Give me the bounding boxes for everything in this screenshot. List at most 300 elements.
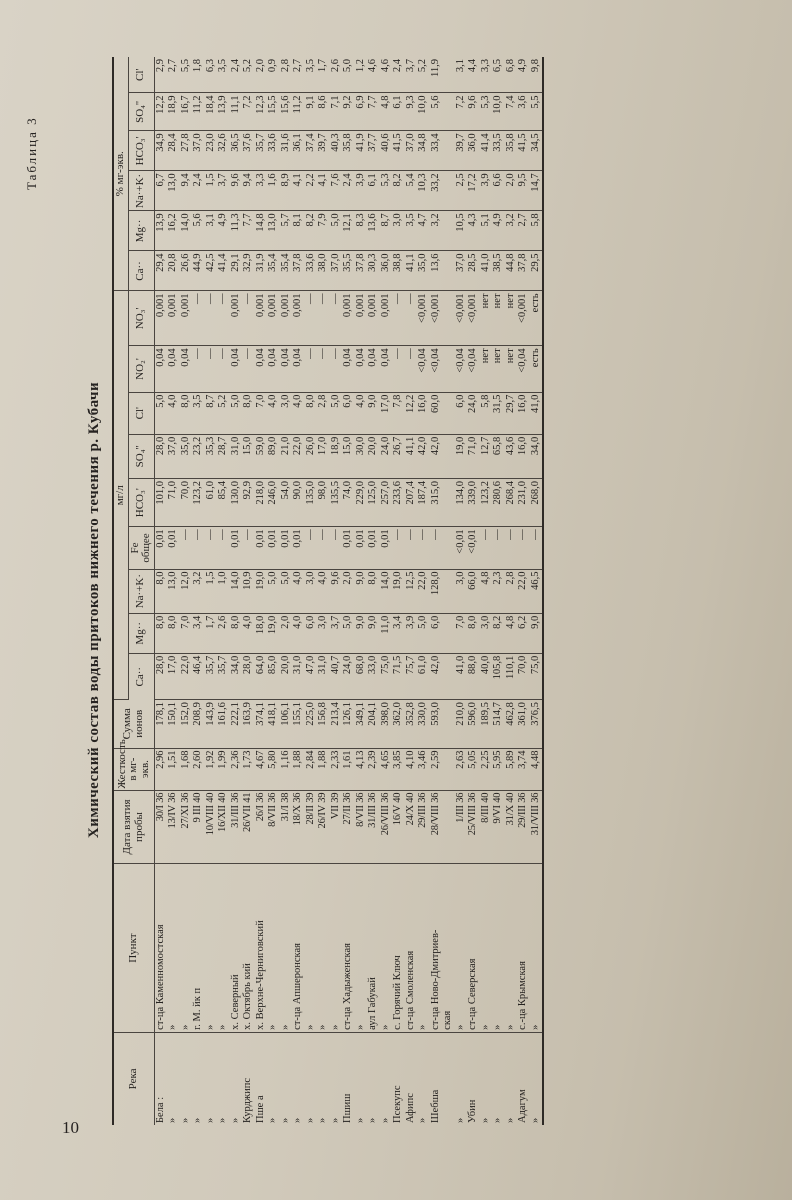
cell-no3: — xyxy=(192,291,205,346)
cell-cl-pct: 3,5 xyxy=(305,57,318,93)
cell-point: » xyxy=(530,864,544,1032)
cell-point: » xyxy=(280,864,293,1032)
cell-no2 xyxy=(442,346,455,392)
cell-hco3: 231,0 xyxy=(517,478,530,526)
cell-no3: 0,001 xyxy=(280,291,293,346)
cell-point: ст-ца Ново-Дмитриев- xyxy=(430,864,443,1032)
cell-cl-pct: 3,7 xyxy=(405,57,418,93)
cell-mg: 6,2 xyxy=(517,613,530,653)
cell-na-k-pct: 9,4 xyxy=(242,171,255,211)
cell-so4: 71,0 xyxy=(467,434,480,478)
cell-mg-pct: 12,1 xyxy=(342,211,355,251)
cell-ion-sum: 152,0 xyxy=(180,700,193,748)
cell-hardness: 1,92 xyxy=(205,748,218,790)
cell-na-k-pct xyxy=(442,171,455,211)
cell-no2: 0,04 xyxy=(380,346,393,392)
cell-point: » xyxy=(417,864,430,1032)
cell-ca: 75,0 xyxy=(380,653,393,699)
cell-cl: 5,8 xyxy=(480,392,493,434)
cell-no3: 0,001 xyxy=(267,291,280,346)
cell-na-k: 5,0 xyxy=(280,569,293,613)
cell-ca: 61,0 xyxy=(417,653,430,699)
cell-ion-sum: 143,9 xyxy=(205,700,218,748)
cell-no2: — xyxy=(305,346,318,392)
cell-ca: 47,0 xyxy=(305,653,318,699)
cell-cl: 4,0 xyxy=(267,392,280,434)
cell-no2: <0,04 xyxy=(430,346,443,392)
cell-mg: 4,0 xyxy=(292,613,305,653)
cell-mg: 9,0 xyxy=(530,613,544,653)
cell-no3: нет xyxy=(480,291,493,346)
header-ion-sum: Сумма ионов xyxy=(113,700,154,748)
cell-river: Курджипс xyxy=(242,1077,254,1123)
cell-ca: 42,0 xyxy=(430,653,443,699)
cell-na-k-pct: 9,5 xyxy=(517,171,530,211)
header-date: Дата взятия пробы xyxy=(113,790,154,864)
cell-date: 28/VIII 36 xyxy=(430,790,443,864)
cell-cl-pct: 2,7 xyxy=(292,57,305,93)
cell-ca: 40,0 xyxy=(480,653,493,699)
cell-mg: 8,0 xyxy=(467,613,480,653)
cell-so4-pct: 9,3 xyxy=(405,93,418,131)
cell-na-k: 9,0 xyxy=(355,569,368,613)
cell-na-k: 19,0 xyxy=(392,569,405,613)
cell-no3: 0,001 xyxy=(342,291,355,346)
cell-hco3: 123,2 xyxy=(480,478,493,526)
cell-so4-pct: 7,7 xyxy=(367,93,380,131)
table-row xyxy=(242,57,255,1125)
cell-hco3-pct: 33,5 xyxy=(492,131,505,171)
cell-date: 26/VII 41 xyxy=(242,790,255,864)
cell-cl-pct: 5,0 xyxy=(342,57,355,93)
cell-so4: 26,7 xyxy=(392,434,405,478)
cell-no2: — xyxy=(405,346,418,392)
table-body xyxy=(154,57,543,1125)
cell-hco3: 74,0 xyxy=(342,478,355,526)
cell-no2: — xyxy=(242,346,255,392)
cell-hardness: 5,05 xyxy=(467,748,480,790)
header-hco3: HCO₃' xyxy=(128,478,154,526)
cell-na-k-pct: 2,4 xyxy=(342,171,355,211)
cell-mg-pct: 8,2 xyxy=(305,211,318,251)
cell-mg-pct: 4,7 xyxy=(417,211,430,251)
cell-ca: 64,0 xyxy=(255,653,268,699)
table-row xyxy=(292,57,305,1125)
cell-hardness: 1,51 xyxy=(167,748,180,790)
cell-na-k-pct: 2,2 xyxy=(305,171,318,211)
cell-cl-pct: 2,4 xyxy=(392,57,405,93)
cell-mg-pct: 14,8 xyxy=(255,211,268,251)
cell-cl: 60,0 xyxy=(430,392,443,434)
cell-ion-sum: 155,1 xyxy=(292,700,305,748)
header-hco3-pct: HCO₃' xyxy=(128,131,154,171)
cell-no2: 0,04 xyxy=(154,346,167,392)
cell-ion-sum: 376,5 xyxy=(530,700,544,748)
cell-ion-sum: 163,9 xyxy=(242,700,255,748)
cell-ca: 33,0 xyxy=(367,653,380,699)
cell-mg: 7,0 xyxy=(455,613,468,653)
cell-date: 8/VII 36 xyxy=(267,790,280,864)
table-row xyxy=(255,57,268,1125)
cell-hardness: 2,25 xyxy=(480,748,493,790)
cell-hardness: 1,68 xyxy=(180,748,193,790)
cell-hco3-pct: 41,5 xyxy=(392,131,405,171)
cell-no3: 0,001 xyxy=(180,291,193,346)
cell-hco3: 233,6 xyxy=(392,478,405,526)
cell-ca-pct: 20,8 xyxy=(167,251,180,291)
cell-river: » xyxy=(417,1117,429,1123)
cell-mg-pct: 5,1 xyxy=(480,211,493,251)
cell-na-k: 2,0 xyxy=(342,569,355,613)
cell-cl: 6,0 xyxy=(455,392,468,434)
cell-mg: 3,0 xyxy=(480,613,493,653)
cell-ion-sum: 593,0 xyxy=(430,700,443,748)
cell-cl-pct: 5,5 xyxy=(180,57,193,93)
cell-hco3-pct: 28,4 xyxy=(167,131,180,171)
cell-fe: 0,01 xyxy=(355,527,368,569)
table-row xyxy=(154,57,167,1125)
cell-ca: 88,0 xyxy=(467,653,480,699)
cell-ion-sum: 362,0 xyxy=(392,700,405,748)
cell-fe: <0,01 xyxy=(455,527,468,569)
cell-cl: 17,0 xyxy=(380,392,393,434)
header-so4: SO₄'' xyxy=(128,434,154,478)
cell-ion-sum: 126,1 xyxy=(342,700,355,748)
cell-mg: 2,6 xyxy=(217,613,230,653)
cell-cl-pct: 6,8 xyxy=(505,57,518,93)
cell-so4: 34,0 xyxy=(530,434,544,478)
cell-na-k: 14,0 xyxy=(380,569,393,613)
cell-no3: 0,001 xyxy=(154,291,167,346)
cell-no3: <0,001 xyxy=(430,291,443,346)
table-row xyxy=(330,57,343,1125)
cell-fe: 0,01 xyxy=(255,527,268,569)
cell-river: » xyxy=(530,1032,544,1125)
cell-hco3-pct xyxy=(442,131,455,171)
cell-ion-sum: 361,0 xyxy=(517,700,530,748)
cell-cl-pct: 2,9 xyxy=(154,57,167,93)
cell-no2: 0,04 xyxy=(255,346,268,392)
cell-hco3-pct: 40,3 xyxy=(330,131,343,171)
cell-date: 31/III 36 xyxy=(367,790,380,864)
cell-mg-pct: 5,6 xyxy=(192,211,205,251)
cell-no3: — xyxy=(205,291,218,346)
cell-cl-pct: 2,8 xyxy=(280,57,293,93)
cell-no3: — xyxy=(330,291,343,346)
cell-point: ская xyxy=(442,864,455,1032)
cell-cl-pct: 4,9 xyxy=(517,57,530,93)
cell-no2: <0,04 xyxy=(417,346,430,392)
cell-na-k: 8,0 xyxy=(154,569,167,613)
cell-hardness: 2,84 xyxy=(305,748,318,790)
cell-no3: — xyxy=(305,291,318,346)
cell-no2: 0,04 xyxy=(292,346,305,392)
cell-river: » xyxy=(267,1117,279,1123)
cell-na-k-pct: 7,6 xyxy=(330,171,343,211)
cell-ca-pct: 38,5 xyxy=(492,251,505,291)
header-hardness: Жесткость, в мг-экв. xyxy=(113,748,154,790)
cell-no3: 0,001 xyxy=(255,291,268,346)
cell-hco3-pct: 39,7 xyxy=(455,131,468,171)
cell-no3: 0,001 xyxy=(367,291,380,346)
cell-hco3: 85,4 xyxy=(217,478,230,526)
cell-point: » xyxy=(380,864,393,1032)
cell-no3: — xyxy=(242,291,255,346)
header-ca-pct: Ca·· xyxy=(128,251,154,291)
cell-mg: 3,0 xyxy=(317,613,330,653)
cell-mg: 3,4 xyxy=(192,613,205,653)
cell-hardness: 4,10 xyxy=(405,748,418,790)
cell-so4-pct: 5,5 xyxy=(530,93,544,131)
cell-ca-pct: 38,8 xyxy=(392,251,405,291)
cell-no2: 0,04 xyxy=(180,346,193,392)
cell-ca: 75,0 xyxy=(530,653,544,699)
cell-hardness: 2,33 xyxy=(330,748,343,790)
cell-so4-pct: 3,6 xyxy=(517,93,530,131)
cell-so4: 35,3 xyxy=(205,434,218,478)
cell-river: » xyxy=(367,1117,379,1123)
cell-so4: 41,1 xyxy=(405,434,418,478)
cell-no3: нет xyxy=(492,291,505,346)
cell-hardness: 1,88 xyxy=(292,748,305,790)
cell-hco3: 123,2 xyxy=(192,478,205,526)
cell-so4: 21,0 xyxy=(280,434,293,478)
cell-na-k: 3,0 xyxy=(305,569,318,613)
cell-date: 25/VIII 36 xyxy=(467,790,480,864)
cell-ca: 35,7 xyxy=(217,653,230,699)
cell-cl: 12,2 xyxy=(405,392,418,434)
cell-no2: нет xyxy=(492,346,505,392)
cell-so4-pct: 5,3 xyxy=(480,93,493,131)
cell-cl: 4,0 xyxy=(355,392,368,434)
cell-no3: нет xyxy=(505,291,518,346)
cell-so4-pct: 7,1 xyxy=(330,93,343,131)
cell-hco3-pct: 27,8 xyxy=(180,131,193,171)
cell-so4: 20,0 xyxy=(367,434,380,478)
cell-cl: 8,0 xyxy=(242,392,255,434)
cell-so4-pct: 9,1 xyxy=(305,93,318,131)
cell-mg-pct: 13,9 xyxy=(154,211,167,251)
cell-no2: — xyxy=(192,346,205,392)
cell-fe: — xyxy=(317,527,330,569)
chemistry-table xyxy=(112,57,544,1125)
cell-hco3-pct: 34,5 xyxy=(530,131,544,171)
header-na-k-pct: Na·+K· xyxy=(128,171,154,211)
cell-ion-sum: 208,9 xyxy=(192,700,205,748)
cell-date: 8/III 40 xyxy=(480,790,493,864)
cell-ca-pct: 35,5 xyxy=(342,251,355,291)
cell-hardness: 5,95 xyxy=(492,748,505,790)
cell-so4-pct: 8,6 xyxy=(317,93,330,131)
cell-ca: 105,8 xyxy=(492,653,505,699)
cell-hardness: 4,65 xyxy=(380,748,393,790)
cell-cl: 29,7 xyxy=(505,392,518,434)
cell-cl: 31,5 xyxy=(492,392,505,434)
cell-no2: 0,04 xyxy=(280,346,293,392)
cell-hardness: 1,73 xyxy=(242,748,255,790)
cell-mg: 8,0 xyxy=(230,613,243,653)
cell-ion-sum: 161,6 xyxy=(217,700,230,748)
cell-cl: 6,0 xyxy=(342,392,355,434)
cell-so4-pct: 15,5 xyxy=(267,93,280,131)
cell-fe: 0,01 xyxy=(292,527,305,569)
cell-ca: 110,1 xyxy=(505,653,518,699)
cell-na-k: 128,0 xyxy=(430,569,443,613)
cell-so4: 15,0 xyxy=(342,434,355,478)
cell-no2: есть xyxy=(530,346,544,392)
cell-mg: 9,0 xyxy=(355,613,368,653)
cell-mg-pct: 13,6 xyxy=(367,211,380,251)
cell-hco3: 246,0 xyxy=(267,478,280,526)
cell-na-k: 14,0 xyxy=(230,569,243,613)
cell-mg-pct: 4,9 xyxy=(492,211,505,251)
cell-hco3-pct: 36,5 xyxy=(230,131,243,171)
cell-hardness: 2,39 xyxy=(367,748,380,790)
cell-hardness: 3,46 xyxy=(417,748,430,790)
cell-ca: 22,0 xyxy=(180,653,193,699)
cell-date: VII 39 xyxy=(330,790,343,864)
cell-so4-pct: 7,2 xyxy=(455,93,468,131)
cell-fe: — xyxy=(205,527,218,569)
table-row xyxy=(205,57,218,1125)
cell-so4: 22,0 xyxy=(292,434,305,478)
cell-cl: 5,2 xyxy=(217,392,230,434)
cell-hco3: 134,0 xyxy=(455,478,468,526)
cell-fe: — xyxy=(242,527,255,569)
cell-ion-sum: 156,8 xyxy=(317,700,330,748)
cell-ion-sum xyxy=(442,700,455,748)
cell-date: 29/III 36 xyxy=(517,790,530,864)
cell-ion-sum: 462,8 xyxy=(505,700,518,748)
cell-mg: 2,0 xyxy=(280,613,293,653)
cell-no2: <0,04 xyxy=(517,346,530,392)
table-row xyxy=(517,57,530,1125)
cell-point: » xyxy=(505,864,518,1032)
cell-point: » xyxy=(330,864,343,1032)
cell-so4: 31,0 xyxy=(230,434,243,478)
cell-mg-pct: 14,0 xyxy=(180,211,193,251)
cell-na-k-pct: 3,9 xyxy=(480,171,493,211)
cell-fe: — xyxy=(405,527,418,569)
cell-ca-pct: 37,0 xyxy=(455,251,468,291)
table-row xyxy=(355,57,368,1125)
cell-so4-pct: 10,0 xyxy=(492,93,505,131)
cell-so4-pct: 10,0 xyxy=(417,93,430,131)
cell-cl xyxy=(442,392,455,434)
cell-ca-pct: 37,0 xyxy=(330,251,343,291)
cell-no3: 0,001 xyxy=(167,291,180,346)
cell-point: х. Октябрь кий xyxy=(242,864,255,1032)
cell-hco3: 92,9 xyxy=(242,478,255,526)
cell-ion-sum: 596,0 xyxy=(467,700,480,748)
cell-ca-pct: 13,6 xyxy=(430,251,443,291)
cell-mg-pct: 4,9 xyxy=(217,211,230,251)
cell-point: с. Горячий Ключ xyxy=(392,864,405,1032)
cell-ca-pct: 38,0 xyxy=(317,251,330,291)
cell-mg: 5,0 xyxy=(417,613,430,653)
cell-fe: — xyxy=(192,527,205,569)
cell-hardness: 2,36 xyxy=(230,748,243,790)
cell-so4-pct: 6,1 xyxy=(392,93,405,131)
cell-ion-sum: 514,7 xyxy=(492,700,505,748)
cell-so4: 28,0 xyxy=(154,434,167,478)
cell-mg-pct: 3,5 xyxy=(405,211,418,251)
cell-hardness: 1,16 xyxy=(280,748,293,790)
cell-hco3-pct: 35,7 xyxy=(255,131,268,171)
cell-ca-pct: 37,8 xyxy=(355,251,368,291)
cell-cl-pct: 3,5 xyxy=(217,57,230,93)
cell-point: ст-ца Хадыженская xyxy=(342,864,355,1032)
cell-hco3-pct: 34,9 xyxy=(154,131,167,171)
cell-so4: 42,0 xyxy=(417,434,430,478)
cell-mg: 8,2 xyxy=(492,613,505,653)
cell-fe: 0,01 xyxy=(167,527,180,569)
cell-no2: 0,04 xyxy=(367,346,380,392)
cell-na-k xyxy=(442,569,455,613)
cell-so4: 15,0 xyxy=(242,434,255,478)
cell-ion-sum: 189,5 xyxy=(480,700,493,748)
cell-no3: 0,001 xyxy=(230,291,243,346)
cell-so4: 65,8 xyxy=(492,434,505,478)
cell-ca: 68,0 xyxy=(355,653,368,699)
cell-ca: 75,7 xyxy=(405,653,418,699)
cell-hco3: 101,0 xyxy=(154,478,167,526)
cell-ca-pct: 35,4 xyxy=(280,251,293,291)
cell-ca-pct: 26,6 xyxy=(180,251,193,291)
cell-point: » xyxy=(267,864,280,1032)
cell-mg: 4,8 xyxy=(505,613,518,653)
cell-mg-pct: 7,9 xyxy=(317,211,330,251)
cell-ca: 31,0 xyxy=(317,653,330,699)
cell-no3: — xyxy=(392,291,405,346)
cell-point: » xyxy=(217,864,230,1032)
cell-cl: 7,0 xyxy=(255,392,268,434)
header-mg-pct: Mg·· xyxy=(128,211,154,251)
cell-no3: <0,001 xyxy=(517,291,530,346)
cell-point: » xyxy=(180,864,193,1032)
cell-point: » xyxy=(492,864,505,1032)
cell-date: 27/II 36 xyxy=(342,790,355,864)
cell-no3: — xyxy=(317,291,330,346)
table-row xyxy=(342,57,355,1125)
cell-na-k-pct: 3,7 xyxy=(217,171,230,211)
cell-hco3: 61,0 xyxy=(205,478,218,526)
cell-point: аул Габукай xyxy=(367,864,380,1032)
cell-hardness: 5,89 xyxy=(505,748,518,790)
cell-ion-sum: 150,1 xyxy=(167,700,180,748)
cell-hco3-pct: 32,6 xyxy=(217,131,230,171)
cell-so4: 26,0 xyxy=(305,434,318,478)
cell-hco3-pct: 41,9 xyxy=(355,131,368,171)
cell-hco3: 207,4 xyxy=(405,478,418,526)
cell-cl: 16,0 xyxy=(517,392,530,434)
cell-cl-pct: 2,0 xyxy=(255,57,268,93)
cell-cl-pct: 6,3 xyxy=(205,57,218,93)
table-row xyxy=(430,57,443,1125)
cell-date xyxy=(442,790,455,864)
cell-mg-pct: 16,2 xyxy=(167,211,180,251)
cell-river: » xyxy=(304,1117,316,1123)
cell-so4-pct: 11,2 xyxy=(192,93,205,131)
cell-hco3: 268,0 xyxy=(530,478,544,526)
cell-cl: 16,0 xyxy=(417,392,430,434)
table-row xyxy=(380,57,393,1125)
cell-so4: 23,2 xyxy=(192,434,205,478)
cell-so4: 24,0 xyxy=(380,434,393,478)
cell-point: » xyxy=(167,864,180,1032)
cell-so4-pct: 16,7 xyxy=(180,93,193,131)
cell-fe: <0,01 xyxy=(467,527,480,569)
